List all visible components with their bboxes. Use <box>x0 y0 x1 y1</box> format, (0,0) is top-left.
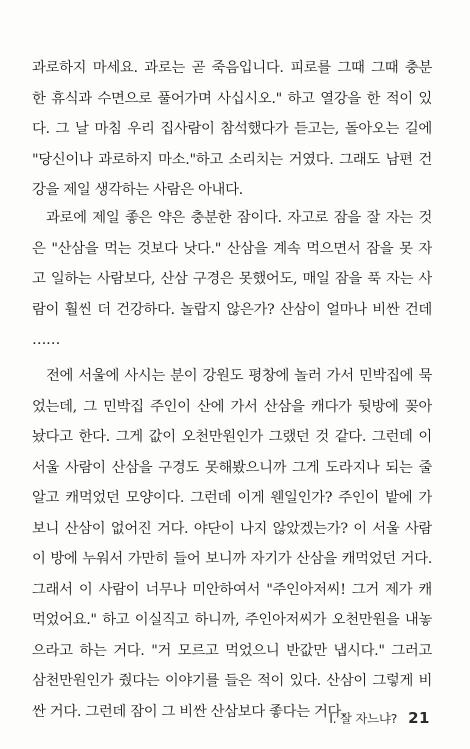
paragraph-3 <box>32 361 432 727</box>
text-line: 보니 산삼이 없어진 거다. 야단이 나지 않았겠는가? 이 서울 사람 <box>32 520 432 537</box>
page-number: 21 <box>408 709 430 727</box>
text-line: "당신이나 과로하지 마소."하고 소리치는 거였다. 그래도 남편 건 <box>32 151 432 168</box>
paragraph-2 <box>32 203 432 356</box>
text-line: 은 "산삼을 먹는 것보다 낫다." 산삼을 계속 먹으면서 잠을 못 자 <box>32 240 432 257</box>
text-line: 으라고 하는 거다. "거 모르고 먹었으니 반값만 냅시다." 그러고 <box>32 642 432 659</box>
text-line: 놨다고 한다. 그게 값이 오천만원인가 그랬던 것 같다. 그런데 이 <box>32 429 432 445</box>
text-line: …… <box>32 332 61 348</box>
text-line: 삼천만원인가 줬다는 이야기를 들은 적이 있다. 산삼이 그렇게 비 <box>32 673 432 689</box>
text-line: 싼 거다. 그런데 잠이 그 비싼 산삼보다 좋다는 거다. <box>32 703 346 720</box>
text-line: 과로하지 마세요. 과로는 곧 죽음입니다. 피로를 그때 그때 충분 <box>32 60 432 76</box>
text-line: 먹었어요." 하고 이실직고 하니까, 주인아저씨가 오천만원을 내놓 <box>32 612 432 628</box>
page-footer <box>329 708 430 728</box>
text-line: 서울 사람이 산삼을 구경도 못해봤으니까 그게 도라지나 되는 줄 <box>32 459 432 476</box>
text-line: 다. 그 날 마침 우리 집사람이 참석했다가 듣고는, 돌아오는 길에 <box>32 121 432 137</box>
text-line: 과로에 제일 좋은 약은 충분한 잠이다. 자고로 잠을 잘 자는 것 <box>46 210 432 226</box>
text-line: 알고 캐먹었던 모양이다. 그런데 이게 웬일인가? 주인이 밭에 가 <box>32 490 432 506</box>
text-line: 강을 제일 생각하는 사람은 아내다. <box>32 182 243 198</box>
chapter-title: I. 잘 자느냐? <box>329 711 398 726</box>
text-line: 었는데, 그 민박집 주인이 산에 가서 산삼을 캐다가 뒷방에 꽂아 <box>32 398 432 415</box>
text-line: 이 방에 누워서 가만히 들어 보니까 자기가 산삼을 캐먹었던 거다. <box>32 551 432 567</box>
text-line: 그래서 이 사람이 너무나 미안하여서 "주인아저씨! 그거 제가 캐 <box>32 581 432 598</box>
text-line: 전에 서울에 사시는 분이 강원도 평창에 놀러 가서 민박집에 묵 <box>46 368 432 384</box>
text-line: 한 휴식과 수면으로 풀어가며 사십시오." 하고 열강을 한 적이 있 <box>32 90 432 107</box>
paragraph-1 <box>32 53 432 206</box>
text-line: 고 일하는 사람보다, 산삼 구경은 못했어도, 매일 잠을 푹 자는 사 <box>32 271 432 287</box>
text-line: 람이 훨씬 더 건강하다. 놀랍지 않은가? 산삼이 얼마나 비싼 건데 <box>32 301 432 318</box>
